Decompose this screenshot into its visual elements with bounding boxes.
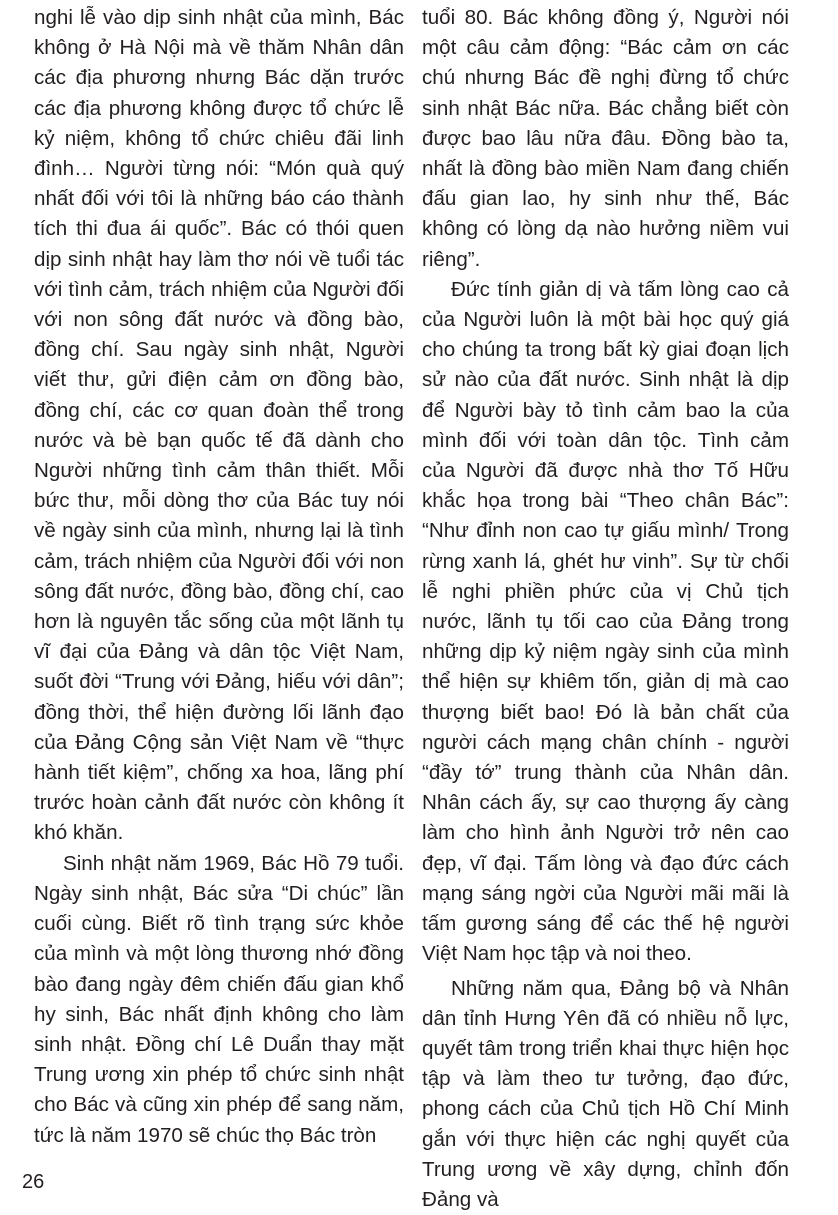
paragraph-continuation-celebration-customs: nghi lễ vào dịp sinh nhật của mình, Bác không ở Hà Nội mà về thăm Nhân dân các địa phương nhưng Bác dặn trước các địa phương không được tổ chức lễ kỷ niệm, không tổ chức chiêu đãi linh đình… Người từng nói: “Món quà quý nhất đối với tôi là những báo cáo thành tích thi đua ái quốc”. Bác có thói quen dịp sinh nhật hay làm thơ nói về tuổi tác với tình cảm, trách nhiệm của Người đối với non sông đất nước và đồng bào, đồng chí. Sau ngày sinh nhật, Người viết thư, gửi điện cảm ơn đồng bào, đồng chí, các cơ quan đoàn thể trong nước và bè bạn quốc tế đã dành cho Người những tình cảm thân thiết. Mỗi bức thư, mỗi dòng thơ của Bác tuy nói về ngày sinh của mình, nhưng lại là tình cảm, trách nhiệm của Người đối với non sông đất nước, đồng bào, đồng chí, cao hơn là nguyên tắc sống của một lãnh tụ vĩ đại của Đảng và dân tộc Việt Nam, suốt đời “Trung với Đảng, hiếu với dân”; đồng thời, thể hiện đường lối lãnh đạo của Đảng Cộng sản Việt Nam về “thực hành tiết kiệm”, chống xa hoa, lãng phí trước hoàn cảnh đất nước còn không ít khó khăn. [34, 3, 404, 849]
left-text-column [34, 3, 404, 1151]
paragraph-continuation-uncle-ho-reply: tuổi 80. Bác không đồng ý, Người nói một câu cảm động: “Bác cảm ơn các chú nhưng Bác đề nghị đừng tổ chức sinh nhật Bác nữa. Bác chẳng biết còn được bao lâu nữa đâu. Đồng bào ta, nhất là đồng bào miền Nam đang chiến đấu gian lao, hy sinh như thế, Bác không có lòng dạ nào hưởng niềm vui riêng”. [422, 3, 789, 275]
right-text-column [422, 3, 789, 1215]
paragraph-simplicity-virtue: Đức tính giản dị và tấm lòng cao cả của Người luôn là một bài học quý giá cho chúng ta trong bất kỳ giai đoạn lịch sử nào của đất nước. Sinh nhật là dịp để Người bày tỏ tình cảm bao la của mình đối với toàn dân tộc. Tình cảm của Người đã được nhà thơ Tố Hữu khắc họa trong bài “Theo chân Bác”: “Như đỉnh non cao tự giấu mình/ Trong rừng xanh lá, ghét hư vinh”. Sự từ chối lễ nghi phiền phức của vị Chủ tịch nước, lãnh tụ tối cao của Đảng trong những dịp kỷ niệm ngày sinh của mình thể hiện sự khiêm tốn, giản dị mà cao thượng biết bao! Đó là bản chất của người cách mạng chân chính - người “đầy tớ” trung thành của Nhân dân. Nhân cách ấy, sự cao thượng ấy càng làm cho hình ảnh Người trở nên cao đẹp, vĩ đại. Tấm lòng và đạo đức cách mạng sáng ngời của Người mãi mãi là tấm gương sáng để các thế hệ người Việt Nam học tập và noi theo. [422, 275, 789, 970]
paragraph-birthday-1969: Sinh nhật năm 1969, Bác Hồ 79 tuổi. Ngày sinh nhật, Bác sửa “Di chúc” lần cuối cùng. Biết rõ tình trạng sức khỏe của mình và một lòng thương nhớ đồng bào đang ngày đêm chiến đấu gian khổ hy sinh, Bác nhất định không cho làm sinh nhật. Đồng chí Lê Duẩn thay mặt Trung ương xin phép tổ chức sinh nhật cho Bác và cũng xin phép để sang năm, tức là năm 1970 sẽ chúc thọ Bác tròn [34, 849, 404, 1151]
paragraph-hung-yen-efforts: Những năm qua, Đảng bộ và Nhân dân tỉnh Hưng Yên đã có nhiều nỗ lực, quyết tâm trong triển khai thực hiện học tập và làm theo tư tưởng, đạo đức, phong cách của Chủ tịch Hồ Chí Minh gắn với thực hiện các nghị quyết của Trung ương về xây dựng, chỉnh đốn Đảng và [422, 974, 789, 1215]
page-number: 26 [22, 1170, 44, 1194]
